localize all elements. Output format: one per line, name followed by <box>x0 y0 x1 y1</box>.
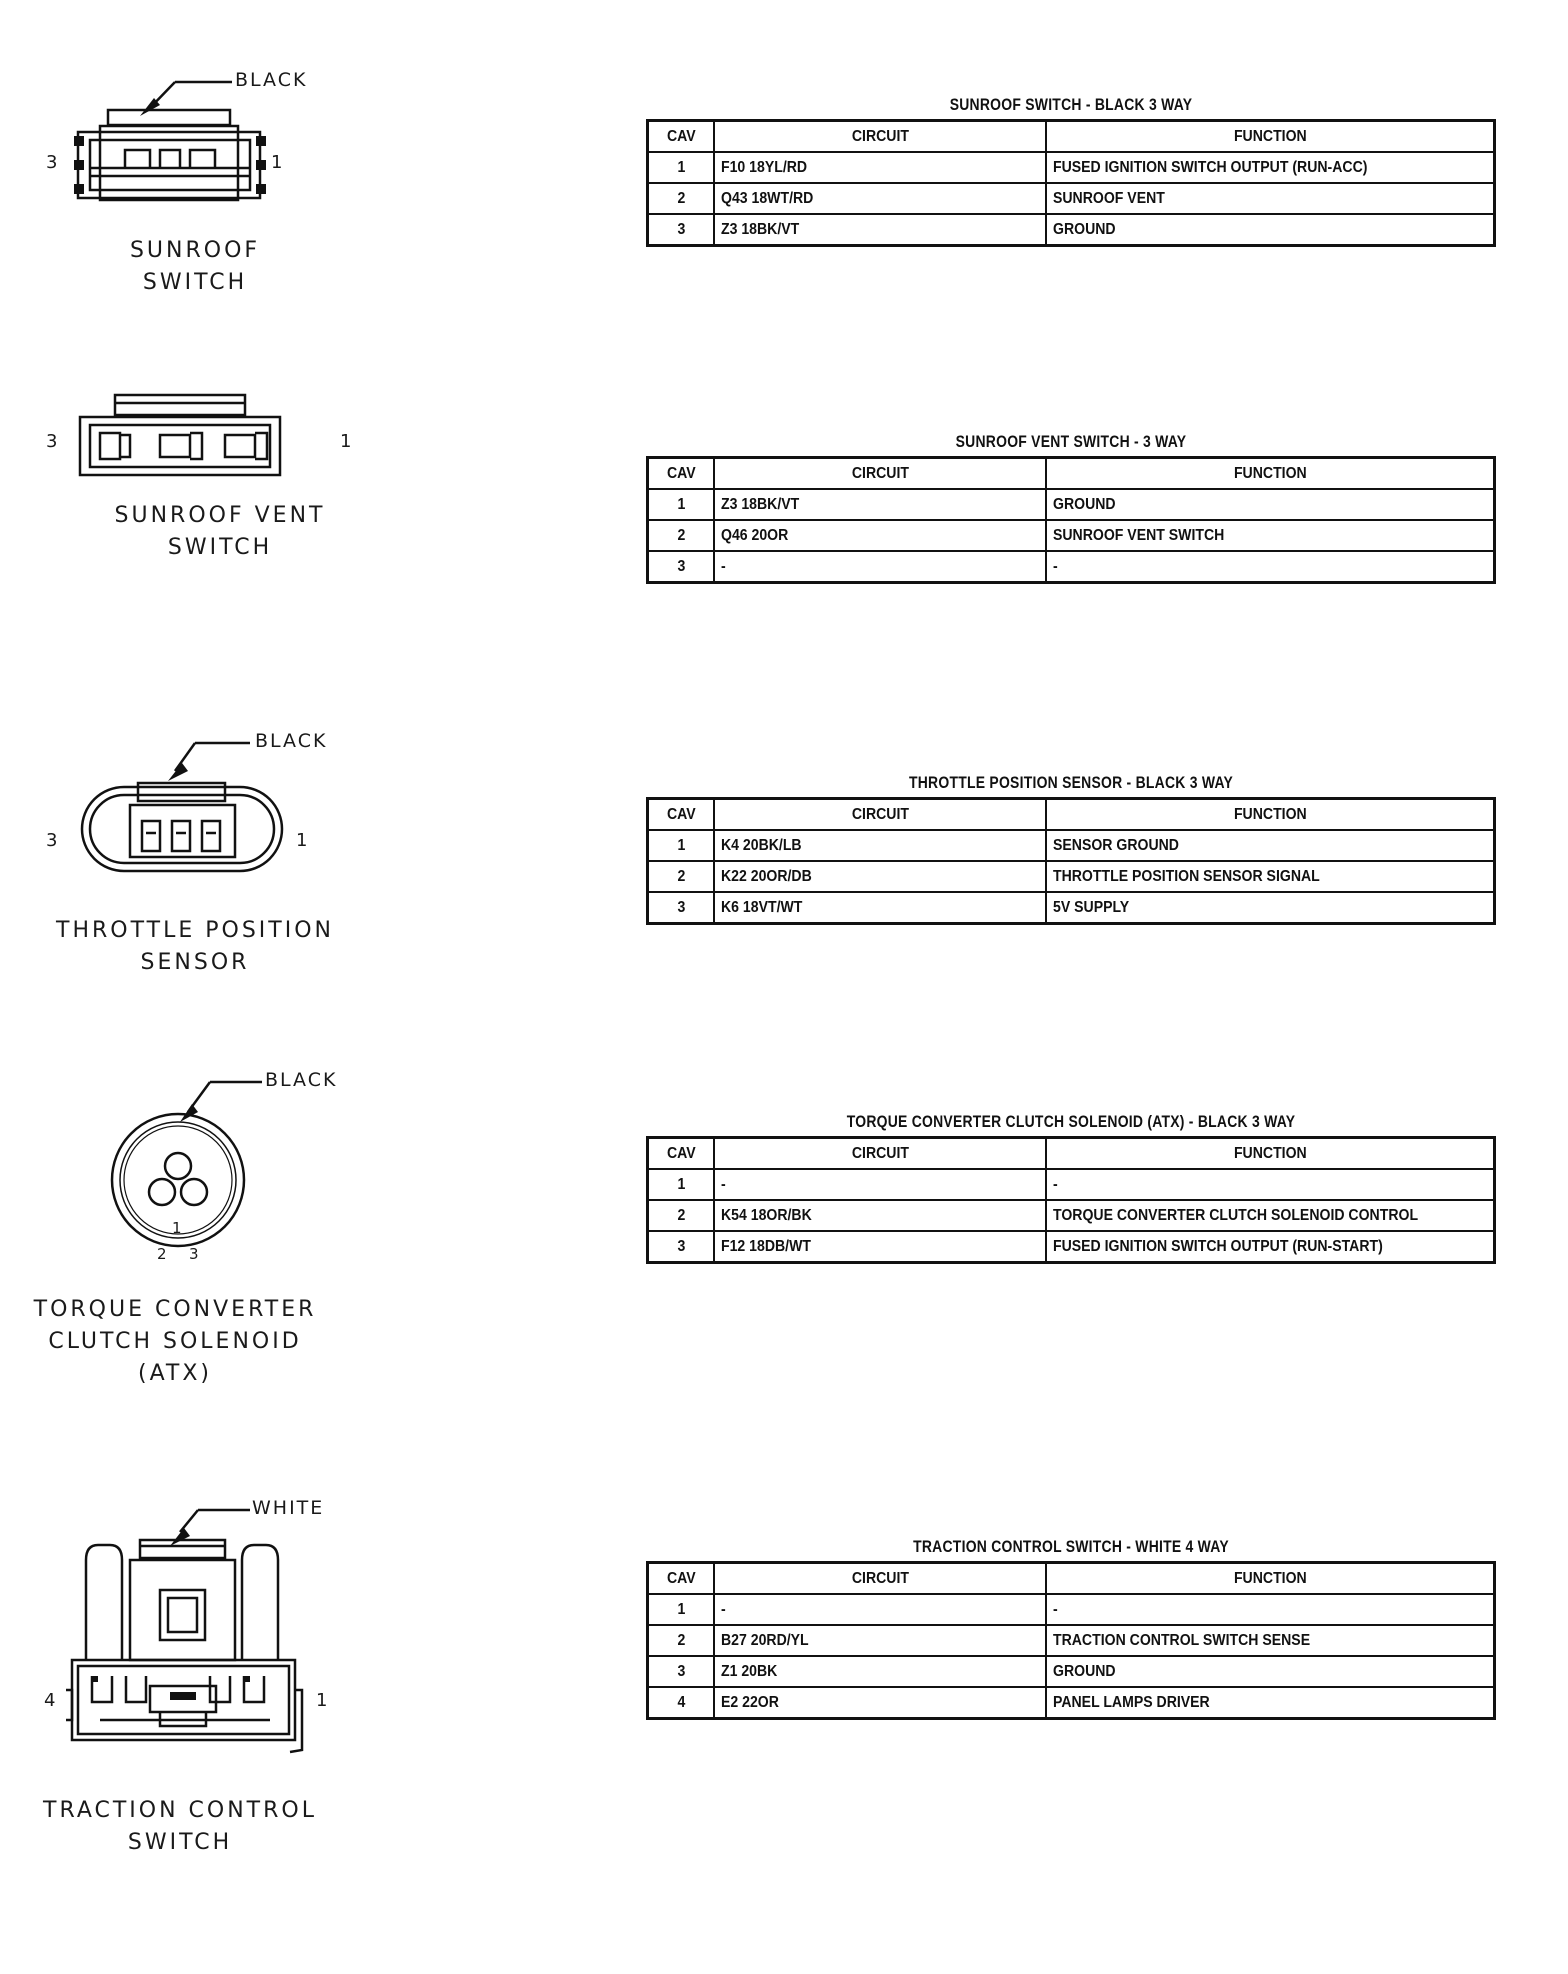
connector-diagram-traction-control-switch <box>30 1490 370 1870</box>
cell-function: - <box>1046 551 1495 583</box>
connector-name <box>15 1795 345 1859</box>
pinout-table-title: TORQUE CONVERTER CLUTCH SOLENOID (ATX) - BLACK 3 WAY <box>846 1112 1296 1131</box>
cell-function: GROUND <box>1046 214 1495 246</box>
cell-circuit: Q43 18WT/RD <box>714 183 1046 214</box>
cell-function: SUNROOF VENT <box>1046 183 1495 214</box>
connector-name-line: TORQUE CONVERTER <box>33 1297 317 1322</box>
header-function: FUNCTION <box>1046 121 1495 153</box>
cell-circuit: K6 18VT/WT <box>714 892 1046 924</box>
table-row <box>648 830 1495 861</box>
cell-function: GROUND <box>1046 489 1495 520</box>
cell-function: 5V SUPPLY <box>1046 892 1495 924</box>
table-row <box>648 152 1495 183</box>
pin-number-3: 3 <box>189 1245 199 1263</box>
cell-function: PANEL LAMPS DRIVER <box>1046 1687 1495 1719</box>
cell-circuit: Z1 20BK <box>714 1656 1046 1687</box>
cell-circuit: F12 18DB/WT <box>714 1231 1046 1263</box>
table-row <box>648 1200 1495 1231</box>
table-row <box>648 1687 1495 1719</box>
connector-name <box>30 915 360 979</box>
table-row <box>648 1594 1495 1625</box>
pin-number-1: 1 <box>172 1219 182 1237</box>
cell-cav: 2 <box>648 520 715 551</box>
connector-section-sunroof-vent-switch <box>0 385 1568 725</box>
connector-color-label: BLACK <box>255 730 328 752</box>
cell-function: FUSED IGNITION SWITCH OUTPUT (RUN-ACC) <box>1046 152 1495 183</box>
cell-circuit: Z3 18BK/VT <box>714 214 1046 246</box>
cell-cav: 2 <box>648 1625 715 1656</box>
table-row <box>648 214 1495 246</box>
cell-circuit: B27 20RD/YL <box>714 1625 1046 1656</box>
cell-function: GROUND <box>1046 1656 1495 1687</box>
table-row <box>648 551 1495 583</box>
cell-cav: 2 <box>648 1200 715 1231</box>
table-row <box>648 1625 1495 1656</box>
cell-circuit: Q46 20OR <box>714 520 1046 551</box>
connector-name-line: SENSOR <box>140 950 250 975</box>
pinout-table-title: TRACTION CONTROL SWITCH - WHITE 4 WAY <box>913 1537 1229 1556</box>
pinout-table-block <box>646 773 1496 925</box>
table-header-row <box>648 799 1495 831</box>
header-cav: CAV <box>648 1138 715 1170</box>
table-header-row <box>648 121 1495 153</box>
cell-cav: 3 <box>648 1656 715 1687</box>
header-function: FUNCTION <box>1046 1138 1495 1170</box>
pin-number-right: 1 <box>271 152 283 173</box>
pinout-table-block <box>646 1537 1496 1720</box>
header-function: FUNCTION <box>1046 458 1495 490</box>
header-cav: CAV <box>648 799 715 831</box>
connector-name-line: THROTTLE POSITION <box>56 918 334 943</box>
table-header-row <box>648 458 1495 490</box>
table-row <box>648 861 1495 892</box>
pin-number-left: 4 <box>44 1690 56 1711</box>
cell-function: THROTTLE POSITION SENSOR SIGNAL <box>1046 861 1495 892</box>
table-header-row <box>648 1563 1495 1595</box>
connector-name-line: SWITCH <box>167 535 273 560</box>
sunroof-vent-switch-connector-drawing <box>30 385 330 485</box>
header-circuit: CIRCUIT <box>714 799 1046 831</box>
cell-circuit: - <box>714 1594 1046 1625</box>
connector-name <box>10 1294 340 1390</box>
connector-color-label: BLACK <box>265 1069 338 1091</box>
cell-circuit: - <box>714 551 1046 583</box>
connector-name-line: SUNROOF <box>129 238 261 263</box>
cell-circuit: K54 18OR/BK <box>714 1200 1046 1231</box>
table-row <box>648 183 1495 214</box>
connector-section-sunroof-switch <box>0 50 1568 390</box>
table-row <box>648 489 1495 520</box>
cell-cav: 3 <box>648 1231 715 1263</box>
header-cav: CAV <box>648 121 715 153</box>
header-circuit: CIRCUIT <box>714 1138 1046 1170</box>
pinout-table-title: SUNROOF SWITCH - BLACK 3 WAY <box>949 95 1193 114</box>
table-row <box>648 1656 1495 1687</box>
traction-control-switch-connector-drawing <box>30 1490 330 1770</box>
pin-number-right: 1 <box>340 431 352 452</box>
cell-circuit: K22 20OR/DB <box>714 861 1046 892</box>
pinout-table <box>646 456 1496 584</box>
connector-color-label: WHITE <box>252 1497 325 1519</box>
connector-name-line: TRACTION CONTROL <box>43 1798 317 1823</box>
connector-name-line: CLUTCH SOLENOID <box>48 1329 302 1354</box>
pinout-table-title: SUNROOF VENT SWITCH - 3 WAY <box>955 432 1187 451</box>
connector-diagram-sunroof-switch <box>30 50 370 370</box>
header-cav: CAV <box>648 458 715 490</box>
connector-name-line: SWITCH <box>142 270 248 295</box>
pinout-table <box>646 119 1496 247</box>
cell-cav: 3 <box>648 892 715 924</box>
cell-function: TRACTION CONTROL SWITCH SENSE <box>1046 1625 1495 1656</box>
cell-cav: 3 <box>648 551 715 583</box>
connector-name-line: SUNROOF VENT <box>114 503 326 528</box>
header-circuit: CIRCUIT <box>714 121 1046 153</box>
connector-diagram-torque-converter-clutch-solenoid <box>30 1062 370 1386</box>
pin-number-left: 3 <box>46 152 58 173</box>
pinout-table <box>646 797 1496 925</box>
table-header-row <box>648 1138 1495 1170</box>
cell-cav: 2 <box>648 861 715 892</box>
cell-cav: 1 <box>648 1169 715 1200</box>
header-function: FUNCTION <box>1046 1563 1495 1595</box>
header-cav: CAV <box>648 1563 715 1595</box>
connector-section-throttle-position-sensor <box>0 725 1568 1065</box>
cell-function: SUNROOF VENT SWITCH <box>1046 520 1495 551</box>
table-row <box>648 520 1495 551</box>
cell-cav: 4 <box>648 1687 715 1719</box>
cell-circuit: E2 22OR <box>714 1687 1046 1719</box>
cell-cav: 2 <box>648 183 715 214</box>
connector-section-traction-control-switch <box>0 1490 1568 1890</box>
header-function: FUNCTION <box>1046 799 1495 831</box>
cell-cav: 1 <box>648 152 715 183</box>
pin-number-right: 1 <box>316 1690 328 1711</box>
connector-diagram-sunroof-vent-switch <box>30 385 370 705</box>
cell-circuit: K4 20BK/LB <box>714 830 1046 861</box>
pin-number-left: 3 <box>46 431 58 452</box>
cell-function: - <box>1046 1594 1495 1625</box>
cell-cav: 3 <box>648 214 715 246</box>
pinout-table-block <box>646 95 1496 247</box>
connector-name <box>55 500 385 564</box>
connector-name <box>30 235 360 299</box>
pin-number-left: 3 <box>46 830 58 851</box>
pinout-table-block <box>646 1112 1496 1264</box>
table-row <box>648 1169 1495 1200</box>
pinout-table <box>646 1561 1496 1720</box>
cell-cav: 1 <box>648 489 715 520</box>
cell-circuit: F10 18YL/RD <box>714 152 1046 183</box>
header-circuit: CIRCUIT <box>714 1563 1046 1595</box>
pinout-table <box>646 1136 1496 1264</box>
connector-section-torque-converter-clutch-solenoid <box>0 1062 1568 1402</box>
table-row <box>648 1231 1495 1263</box>
header-circuit: CIRCUIT <box>714 458 1046 490</box>
pin-number-right: 1 <box>296 830 308 851</box>
cell-circuit: Z3 18BK/VT <box>714 489 1046 520</box>
connector-color-label: BLACK <box>235 69 308 91</box>
connector-name-line: SWITCH <box>127 1830 233 1855</box>
pinout-table-block <box>646 432 1496 584</box>
connector-name-line: (ATX) <box>137 1361 213 1386</box>
cell-cav: 1 <box>648 830 715 861</box>
cell-function: SENSOR GROUND <box>1046 830 1495 861</box>
cell-function: FUSED IGNITION SWITCH OUTPUT (RUN-START) <box>1046 1231 1495 1263</box>
pin-number-2: 2 <box>157 1245 167 1263</box>
cell-cav: 1 <box>648 1594 715 1625</box>
connector-diagram-throttle-position-sensor <box>30 725 370 1045</box>
table-row <box>648 892 1495 924</box>
pinout-table-title: THROTTLE POSITION SENSOR - BLACK 3 WAY <box>908 773 1234 792</box>
cell-function: TORQUE CONVERTER CLUTCH SOLENOID CONTROL <box>1046 1200 1495 1231</box>
cell-function: - <box>1046 1169 1495 1200</box>
cell-circuit: - <box>714 1169 1046 1200</box>
